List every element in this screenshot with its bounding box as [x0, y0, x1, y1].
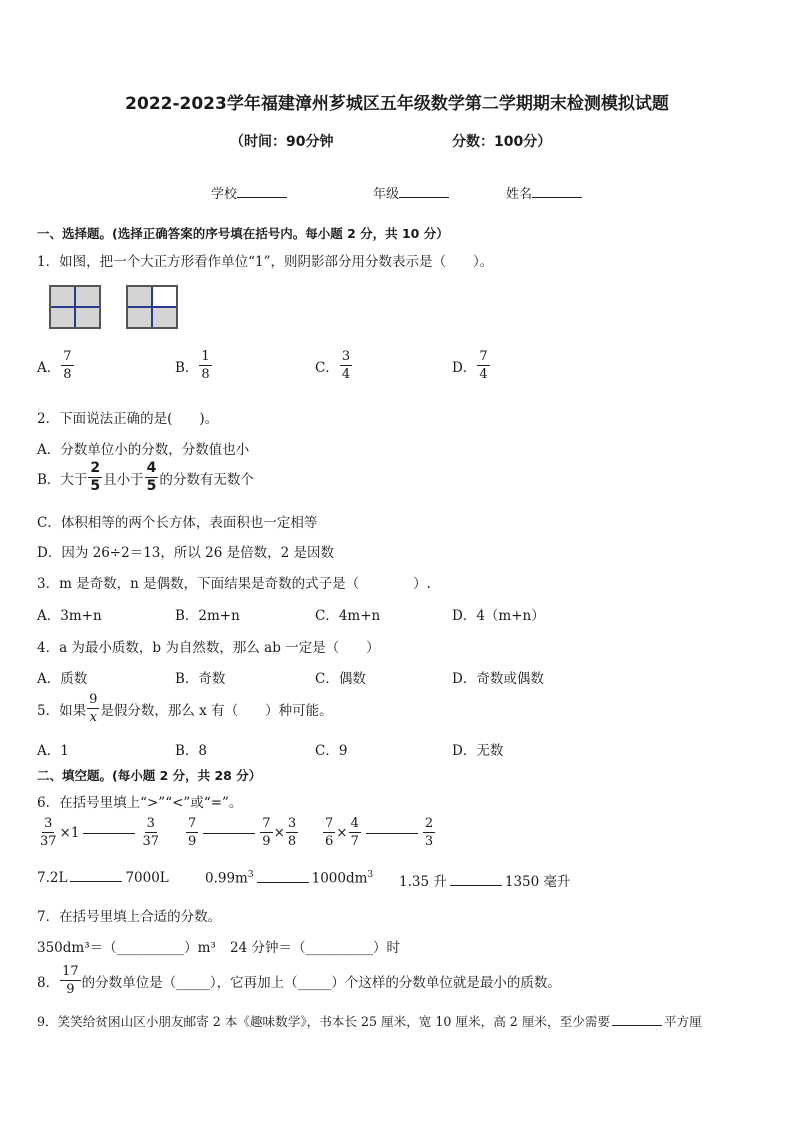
score-label: 分数：100分）	[452, 134, 552, 150]
q6-compare-3: $\frac{7}{6}$ × $\frac{4}{7}$ $\frac{2}{3}$	[325, 816, 434, 849]
fraction: $\frac{3}{8}$	[287, 816, 297, 849]
q2-option-c[interactable]: C．体积相等的两个长方体，表面积也一定相等	[37, 515, 318, 531]
name-blank[interactable]	[532, 196, 582, 198]
time-label: （时间：90分钟	[230, 134, 334, 150]
q4-option-b[interactable]: B．奇数	[175, 671, 226, 687]
fraction: $\frac{7}{9}$	[188, 816, 197, 849]
q2-text: 2．下面说法正确的是( )。	[37, 411, 219, 427]
school-blank[interactable]	[237, 196, 287, 198]
q6-compare-2: $\frac{7}{9}$ $\frac{7}{9}$ × $\frac{3}{8}$	[188, 816, 297, 849]
q1-square-partial	[126, 285, 178, 329]
grade-field[interactable]	[373, 183, 449, 202]
q7-text: 7．在括号里填上合适的分数。	[37, 909, 222, 925]
q2-option-a[interactable]: A．分数单位小的分数，分数值也小	[37, 442, 250, 458]
q6-unit-compare-1: 7.2L 7000L	[37, 870, 169, 886]
q3-option-c[interactable]: C．4m+n	[315, 608, 381, 624]
q3-option-b[interactable]: B．2m+n	[175, 608, 240, 624]
q5-option-d[interactable]: D．无数	[452, 743, 504, 759]
q6-answer-blank-5[interactable]	[257, 881, 309, 883]
fraction: $\frac{2}{5}$	[90, 460, 101, 494]
fraction: $\frac{2}{3}$	[424, 816, 434, 849]
section1-heading: 一、选择题。(选择正确答案的序号填在括号内。每小题 2 分，共 10 分）	[37, 226, 449, 241]
fraction: $\frac{9}{x}$	[89, 692, 98, 725]
fraction: $\frac{7}{4}$	[479, 349, 488, 382]
section2-heading: 二、填空题。(每小题 2 分，共 28 分）	[37, 768, 262, 783]
fraction: $\frac{7}{6}$	[325, 816, 334, 849]
q8-text: 8． $\frac{17}{9}$ 的分数单位是（_____），它再加上（_____）个这样的分数单位就是最小的质数。	[37, 964, 561, 997]
q5-text: 5．如果 $\frac{9}{x}$ 是假分数，那么 x 有（ ）种可能。	[37, 692, 333, 725]
q6-unit-compare-2: $0.99m^3$ $1000dm^3$	[205, 870, 374, 887]
q1-option-b[interactable]: B． $\frac{1}{8}$	[175, 349, 210, 382]
q4-option-c[interactable]: C．偶数	[315, 671, 366, 687]
school-field[interactable]	[211, 183, 287, 202]
grade-label: 年级	[373, 187, 400, 202]
name-field[interactable]	[506, 183, 582, 202]
q7-part-1[interactable]: 350dm³＝（__________）m³	[37, 940, 216, 956]
q3-option-d[interactable]: D．4（m+n）	[452, 608, 545, 624]
q2-option-d[interactable]: D．因为 26÷2＝13，所以 26 是倍数，2 是因数	[37, 545, 335, 561]
q9-text: 9．笑笑给贫困山区小朋友邮寄 2 本《趣味数学》，书本长 25 厘米，宽 10 厘米，高 2 厘米，至少需要 平方厘	[37, 1014, 702, 1029]
page-title: 2022-2023学年福建漳州芗城区五年级数学第二学期期末检测模拟试题	[125, 94, 669, 114]
q1-option-a[interactable]: A． $\frac{7}{8}$	[37, 349, 72, 382]
q3-text: 3．m 是奇数，n 是偶数，下面结果是奇数的式子是（ ）.	[37, 576, 431, 592]
name-label: 姓名	[506, 187, 533, 202]
q4-text: 4．a 为最小质数，b 为自然数，那么 ab 一定是（ ）	[37, 640, 380, 656]
school-label: 学校	[211, 187, 238, 202]
grade-blank[interactable]	[399, 196, 449, 198]
fraction: $\frac{3}{37}$	[142, 816, 159, 849]
q5-option-a[interactable]: A．1	[37, 743, 69, 759]
q6-answer-blank-3[interactable]	[366, 832, 418, 834]
fraction: $\frac{4}{7}$	[350, 816, 359, 849]
q4-option-d[interactable]: D．奇数或偶数	[452, 671, 544, 687]
q5-option-c[interactable]: C．9	[315, 743, 348, 759]
q6-compare-1: $\frac{3}{37}$ ×1 $\frac{3}{37}$	[40, 816, 159, 849]
q5-option-b[interactable]: B．8	[175, 743, 208, 759]
fraction: $\frac{3}{4}$	[341, 349, 351, 382]
q6-answer-blank-1[interactable]	[83, 832, 135, 834]
q6-answer-blank-4[interactable]	[70, 880, 122, 882]
q4-option-a[interactable]: A．质数	[37, 671, 88, 687]
q6-unit-compare-3: 1.35 升 1350 毫升	[399, 874, 571, 890]
q6-answer-blank-2[interactable]	[203, 832, 255, 834]
fraction: $\frac{17}{9}$	[62, 964, 79, 997]
q7-part-2[interactable]: 24 分钟＝（__________）时	[230, 940, 400, 956]
q1-option-c[interactable]: C． $\frac{3}{4}$	[315, 349, 351, 382]
fraction: $\frac{3}{37}$	[40, 816, 57, 849]
q2-option-b[interactable]: B．大于 $\frac{2}{5}$ 且小于 $\frac{4}{5}$ 的分数有无数个	[37, 460, 254, 494]
q6-text: 6．在括号里填上“>”“<”或“=”。	[37, 795, 243, 811]
q6-answer-blank-6[interactable]	[450, 884, 502, 886]
fraction: $\frac{7}{9}$	[262, 816, 271, 849]
fraction: $\frac{7}{8}$	[63, 349, 72, 382]
fraction: $\frac{1}{8}$	[201, 349, 210, 382]
q9-answer-blank[interactable]	[612, 1024, 662, 1026]
q3-option-a[interactable]: A．3m+n	[37, 608, 102, 624]
q1-square-full	[49, 285, 101, 329]
fraction: $\frac{4}{5}$	[146, 460, 157, 494]
q1-option-d[interactable]: D． $\frac{7}{4}$	[452, 349, 488, 382]
q1-text: 1．如图，把一个大正方形看作单位“1”，则阴影部分用分数表示是（ ）。	[37, 254, 494, 270]
